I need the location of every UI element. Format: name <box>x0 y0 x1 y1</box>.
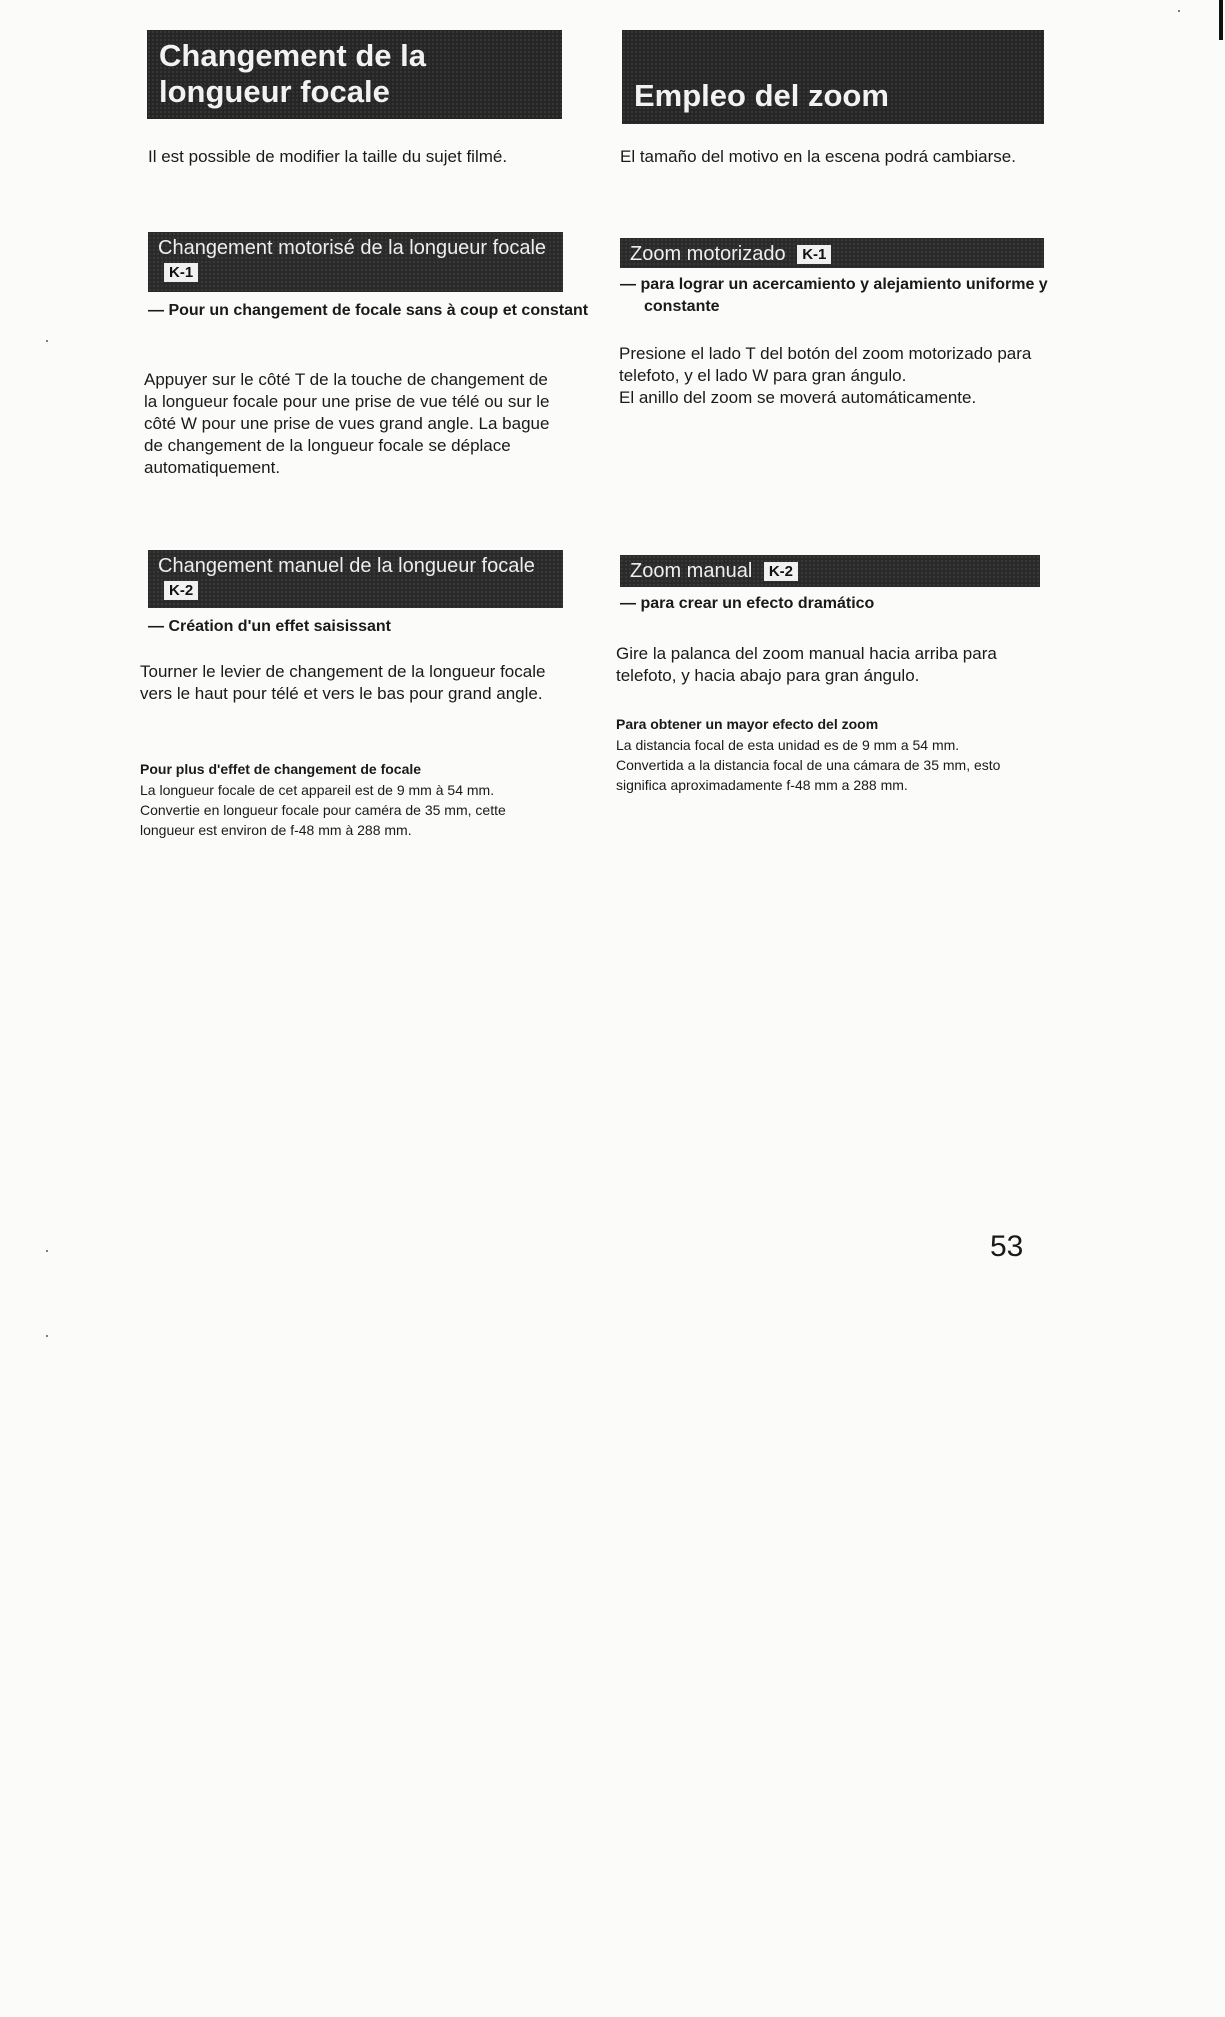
intro-text-fr: Il est possible de modifier la taille du sujet filmé. <box>148 147 508 166</box>
subhead-motorized-es: — para lograr un acercamiento y alejamiento uniforme y constante <box>620 276 1048 315</box>
scan-speck <box>46 1250 48 1252</box>
heading-text: Changement motorisé de la longueur focale <box>158 237 547 259</box>
k2-badge: K-2 <box>764 562 798 581</box>
heading-text: Zoom motorizado <box>630 243 786 265</box>
scan-speck <box>46 340 48 342</box>
page-number: 53 <box>990 1230 1024 1263</box>
main-title-es: Empleo del zoom <box>622 30 1044 124</box>
subhead-manual-fr: — Création d'un effet saisissant <box>148 618 391 635</box>
body-manual-es: Gire la palanca del zoom manual hacia arriba para telefoto, y hacia abajo para gran ángulo. <box>616 644 997 685</box>
k1-badge: K-1 <box>164 263 198 282</box>
note-body-fr: La longueur focale de cet appareil est de 9 mm à 54 mm. Convertie en longueur focale pour caméra de 35 mm, cette longueur est environ de f-48 mm à 288 mm. <box>140 782 506 838</box>
scan-speck <box>1178 10 1180 12</box>
body-motorized-fr: Appuyer sur le côté T de la touche de changement de la longueur focale pour une prise de vue télé ou sur le côté W pour une prise de vues grand angle. La bague de changement de la longueur focale se déplace automatiquement. <box>144 370 550 477</box>
heading-text: Zoom manual <box>630 560 753 582</box>
body-motorized-es: Presione el lado T del botón del zoom motorizado para telefoto, y el lado W para gran ángulo. El anillo del zoom se moverá automáticamente. <box>619 344 1032 407</box>
k1-badge: K-1 <box>797 245 831 264</box>
body-manual-fr: Tourner le levier de changement de la longueur focale vers le haut pour télé et vers le bas pour grand angle. <box>140 662 546 703</box>
scan-speck <box>46 1335 48 1337</box>
section-heading-manual-es <box>620 555 1040 587</box>
main-title-fr: Changement de la longueur focale <box>147 30 562 119</box>
subhead-manual-es: — para crear un efecto dramático <box>620 595 875 612</box>
section-heading-motorized-fr <box>148 232 563 292</box>
subhead-motorized-fr: — Pour un changement de focale sans à coup et constant <box>148 302 589 319</box>
note-body-es: La distancia focal de esta unidad es de 9 mm a 54 mm. Convertida a la distancia focal de una cámara de 35 mm, esto significa aproximadamente f-48 mm a 288 mm. <box>616 737 1001 793</box>
heading-text: Changement manuel de la longueur focale <box>158 555 535 577</box>
section-heading-motorized-es <box>620 238 1044 268</box>
k2-badge: K-2 <box>164 581 198 600</box>
intro-text-es: El tamaño del motivo en la escena podrá cambiarse. <box>620 147 1016 166</box>
section-heading-manual-fr <box>148 550 563 608</box>
note-title-fr: Pour plus d'effet de changement de focale <box>140 761 422 777</box>
note-title-es: Para obtener un mayor efecto del zoom <box>616 716 879 732</box>
page-edge-mark <box>1219 0 1223 40</box>
